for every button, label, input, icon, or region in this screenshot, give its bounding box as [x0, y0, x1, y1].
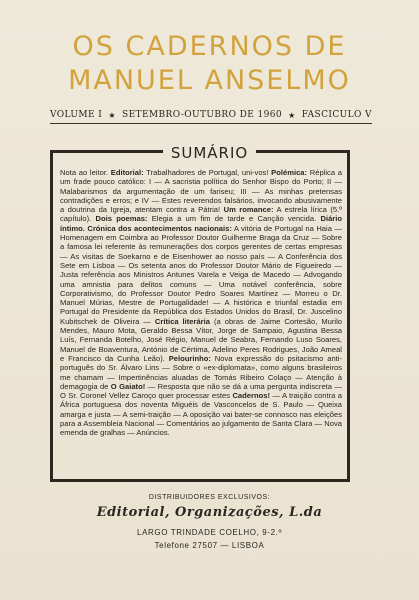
summary-text: — Resposta que não se dá a uma pergunta indiscreta — O Sr. Coronel Vellez Caroço quer processar estes: [60, 381, 342, 401]
summary-section-title: Pelourinho:: [168, 353, 211, 363]
publisher-phone: Telefone 27507 — LISBOA: [154, 541, 265, 550]
star-icon: ★: [288, 110, 296, 120]
summary-text: — A traição contra a África portuguesa dos noventa Miguéis de Vasconcelos de S. Paulo — Queixa amarga e justa — A semi-traição — A oposição vai bater-se connosco nas eleições para a Assembleia Nacional — Comentários ao julgamento de Santa Clara — Nova emenda de gralhas — Anúncios.: [60, 391, 342, 438]
summary-section-title: Um romance:: [223, 205, 274, 215]
summary-section-title: O Gaiato!: [110, 381, 146, 391]
summary-heading: SUMÁRIO: [163, 144, 256, 162]
summary-section-title: Dois poemas:: [95, 214, 148, 224]
summary-section-title: Polémica:: [271, 168, 308, 177]
summary-section-title: Cadernos!: [232, 391, 271, 401]
summary-text: Trabalhadores de Portugal, uni-vos!: [143, 168, 272, 177]
summary-contents: [60, 168, 342, 438]
publisher-name: Editorial, Organizações, L.da: [96, 505, 323, 520]
summary-text: A vitória de Portugal na Haia — Homenagem em Coimbra ao Professor Doutor Guilherme Braga da Cruz — Sobre a famosa lei referente às remunerações dos corpos gerentes de certas empresas — As visitas de Soekarno e de Eisenhower ao nosso país — A Conferência dos Sete em Lisboa — Os setenta anos do Professor Doutor Mário de Figueiredo — Justa referência aos Ministros Antunes Varela e Veiga de Macedo — Advogando uma amnistia para delitos comuns — Uma notável conferência, sobre Corporativismo, do Professor Doutor Pedro Soares Martínez — Morreu o Dr. Manuel Múrias, Mestre de Portugalidade! — A histórica e triunfal estadia em Portugal do Presidente da República dos Estados Unidos do Brasil, Dr. Juscelino Kubitschek de Oliveira —: [60, 223, 342, 326]
summary-text: (a obras de Jaime Cortesão, Murilo Mendes, Mauro Mota, Geraldo Bessa Vítor, Jorge de Sampaio, Agustina Bessa Luís, Fernanda Botelho, José Régio, Manuel de Seabra, Fernando Luso Soares, Manuel de Boaventura, António de Cértima, Adelino Peres Rodrigues, João Ameal e Francisco da Cunha Leão).: [60, 316, 342, 363]
summary-section-title: Diário íntimo. Crónica dos acontecimentos nacionais:: [60, 214, 342, 233]
summary-text: Nota ao leitor.: [60, 168, 111, 177]
distributors-label: DISTRIBUIDORES EXCLUSIVOS:: [148, 494, 271, 501]
summary-text: Réplica a um frade pouco católico: I — A sacristia política do Senhor Bispo do Porto; II — Malabarismos da argumentação de um fariseu; III — As minhas pretensas contradições e erros; e IV — Estes reverendos falsários, invocando abusivamente a doutrina da Igreja, atentam contra a Pátria!: [60, 168, 342, 215]
issue-info-line: [50, 110, 372, 124]
summary-text: Nova expressão do psitacismo anti-português do Sr. Álvaro Lins — Sobre o «ex-diplomata», como alguns brasileiros me chamam — Impertinências aluadas de Tomás Ribeiro Colaço — Atenção à demagogia de: [60, 353, 343, 391]
summary-section-title: Editorial:: [110, 168, 144, 177]
publisher-address: LARGO TRINDADE COELHO, 9-2.º: [137, 528, 282, 537]
summary-section-title: Crítica literária: [154, 316, 210, 326]
summary-heading-wrap: [0, 143, 419, 162]
issue-date: SETEMBRO-OUTUBRO DE 1960: [122, 110, 282, 120]
fascicle-label: FASCICULO V: [301, 110, 372, 120]
volume-label: VOLUME I: [50, 110, 103, 120]
masthead-line-2: MANUEL ANSELMO: [68, 65, 351, 96]
summary-text: A estrela lírica (5.º capítulo).: [60, 205, 342, 224]
star-icon: ★: [108, 110, 116, 120]
summary-text: Elegia a um fim de tarde e Canção vencida.: [147, 214, 321, 224]
masthead-line-1: OS CADERNOS DE: [72, 31, 347, 62]
